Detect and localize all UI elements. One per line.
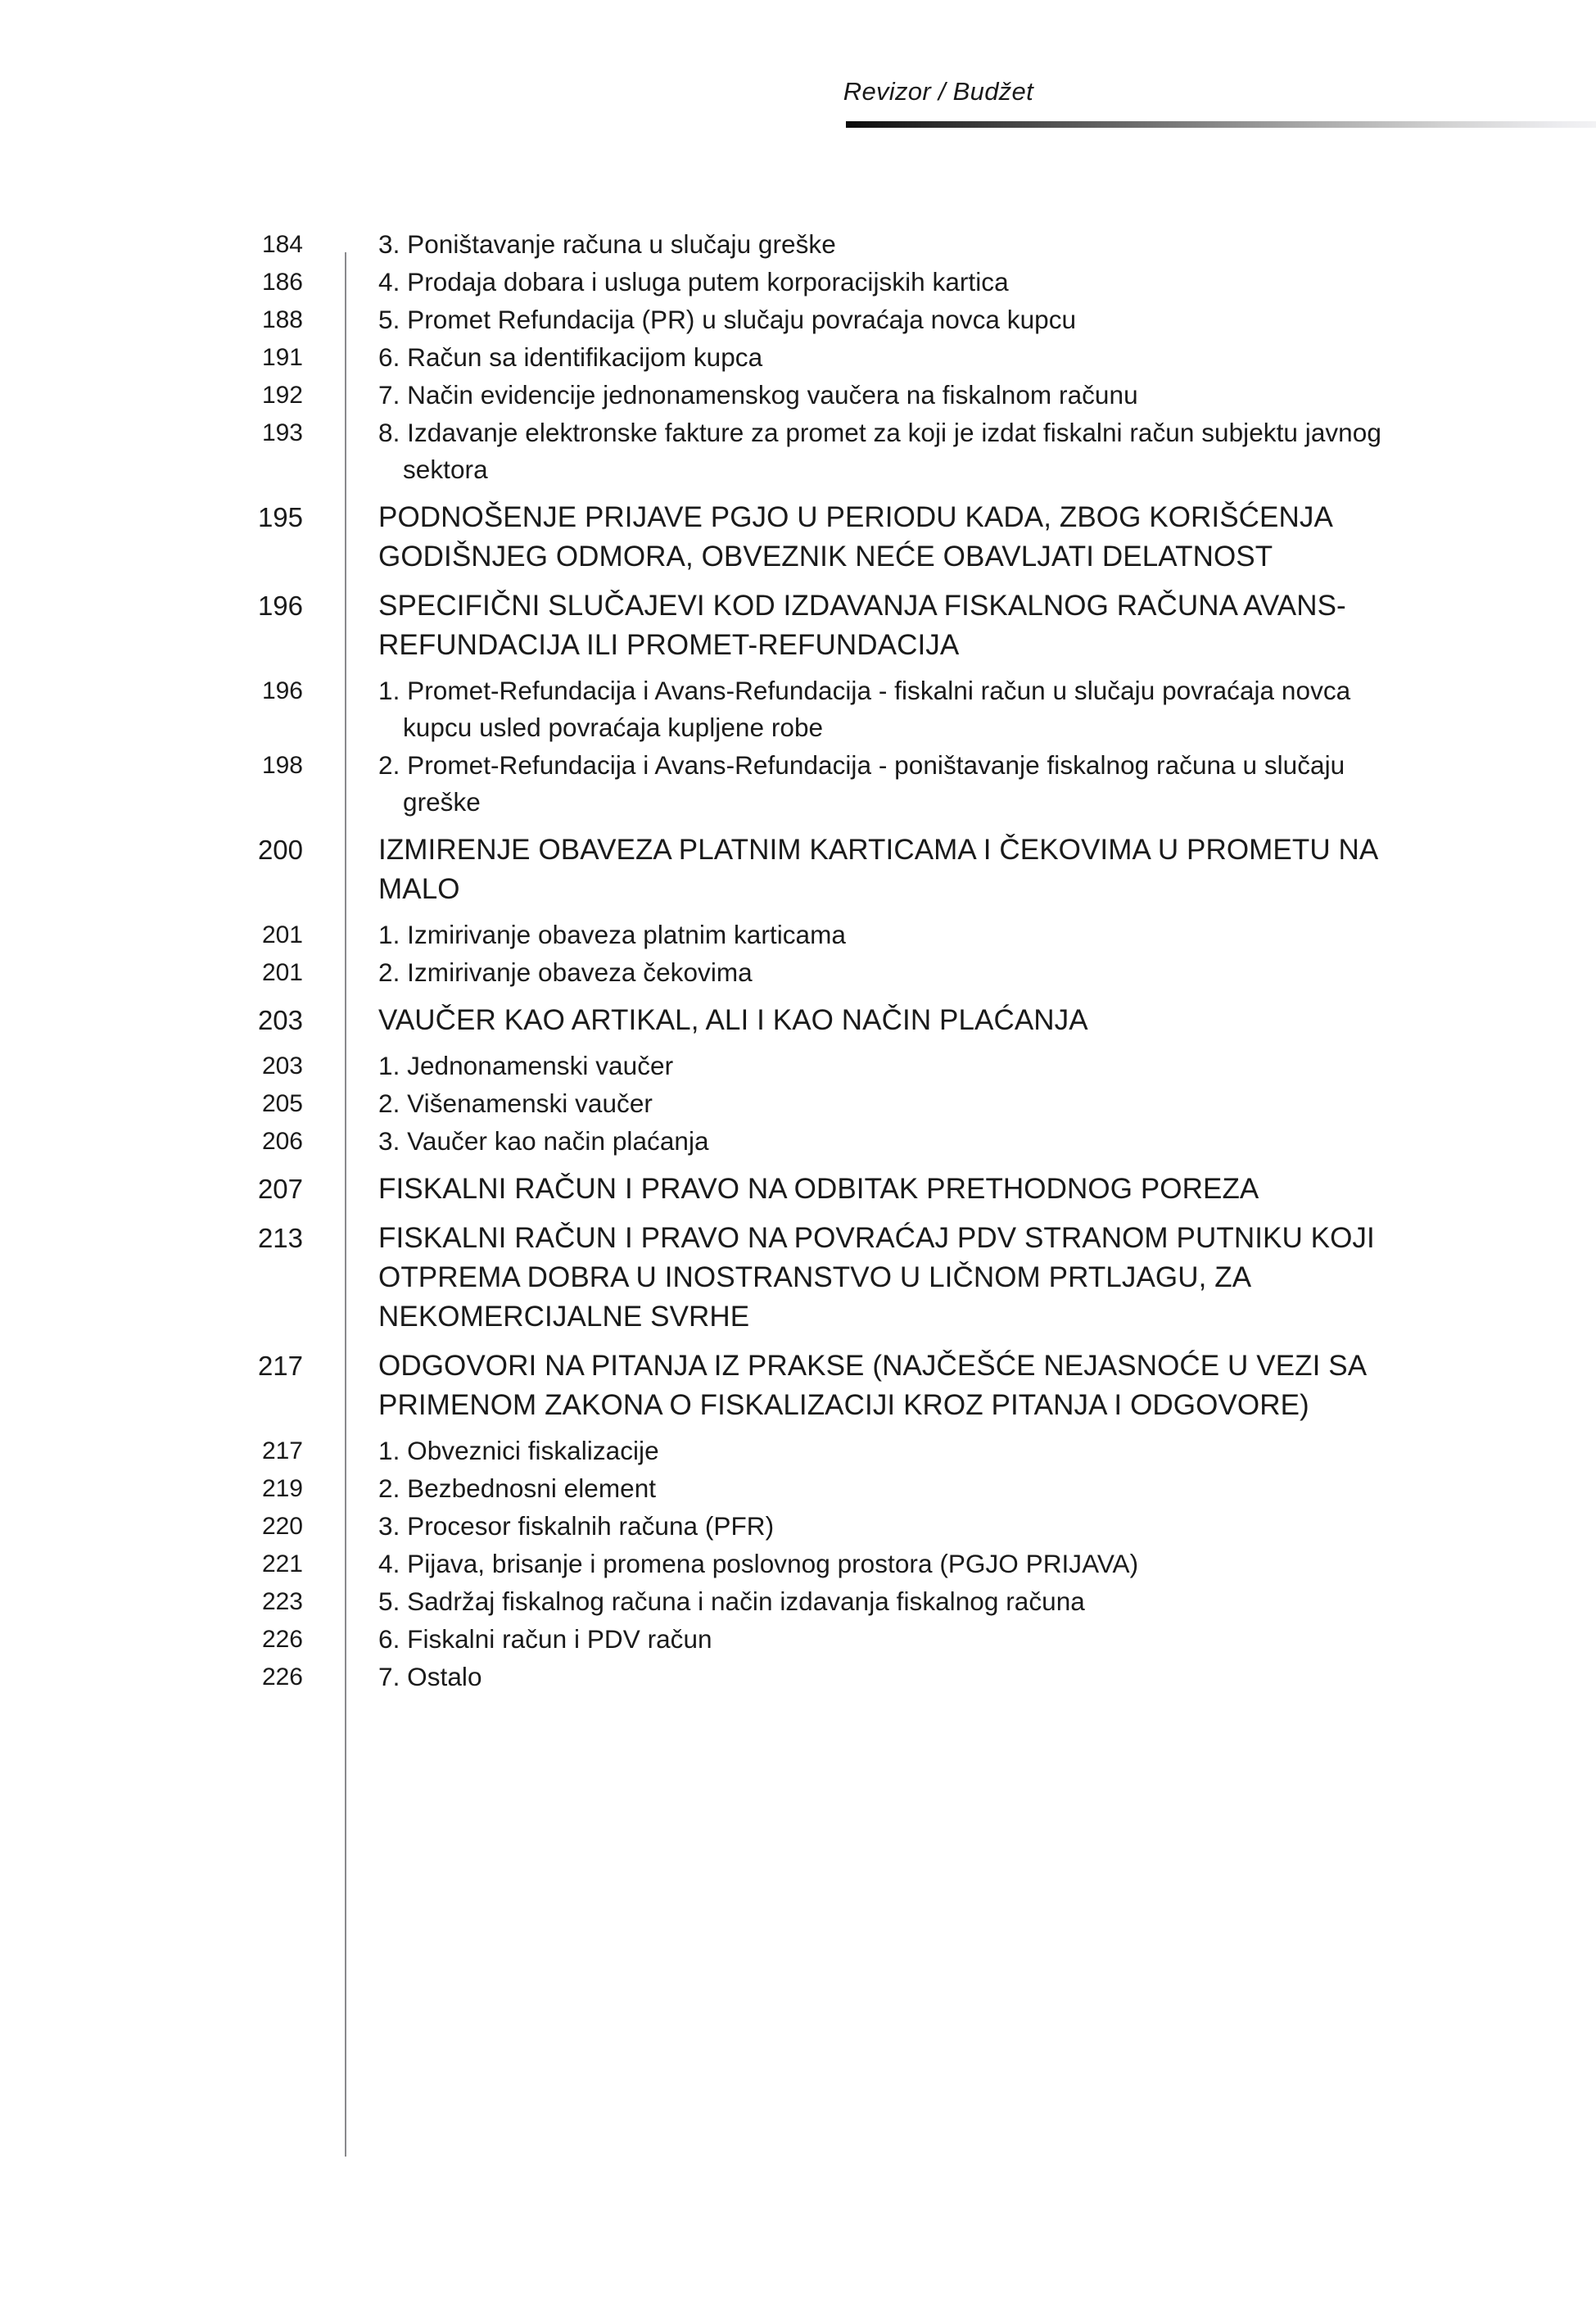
- toc-section-title[interactable]: FISKALNI RAČUN I PRAVO NA POVRAĆAJ PDV STRANOM PUTNIKU KOJI OTPREMA DOBRA U INOSTRANSTVO U LIČNOM PRTLJAGU, ZA NEKOMERCIJALNE SVRHE: [378, 1222, 1375, 1333]
- toc-section-title[interactable]: SPECIFIČNI SLUČAJEVI KOD IZDAVANJA FISKALNOG RAČUNA AVANS-REFUNDACIJA ILI PROMET-REFUNDACIJA: [378, 590, 1346, 661]
- toc-entry-row[interactable]: [234, 672, 1397, 746]
- toc-page-number: 201: [261, 959, 303, 986]
- toc-page-number: 201: [261, 921, 303, 948]
- toc-section-title[interactable]: PODNOŠENJE PRIJAVE PGJO U PERIODU KADA, ZBOG KORIŠĆENJA GODIŠNJEG ODMORA, OBVEZNIK NEĆE OBAVLJATI DELATNOST: [378, 501, 1332, 573]
- toc-subsection-title[interactable]: 1. Promet-Refundacija i Avans-Refundacija - fiskalni račun u slučaju povraćaja novca kupcu usled povraćaja kupljene robe: [378, 676, 1351, 742]
- toc-entry-row[interactable]: [234, 917, 1397, 953]
- toc-entry-row[interactable]: [234, 377, 1397, 414]
- toc-entry-row[interactable]: [234, 1508, 1397, 1545]
- toc-page-number: 226: [261, 1663, 303, 1691]
- toc-page-number: 198: [261, 752, 303, 779]
- toc-page-number: 203: [257, 1005, 303, 1035]
- toc-page-number: 192: [261, 382, 303, 409]
- toc-page-number: 184: [261, 231, 303, 258]
- toc-entry-row[interactable]: [234, 301, 1397, 338]
- toc-entry-row[interactable]: [234, 1659, 1397, 1695]
- toc-subsection-title[interactable]: 2. Višenamenski vaučer: [378, 1089, 653, 1118]
- toc-page-number: 205: [261, 1090, 303, 1117]
- toc-page-number: 226: [261, 1626, 303, 1653]
- toc-subsection-title[interactable]: 2. Izmirivanje obaveza čekovima: [378, 957, 753, 987]
- toc-entry-row[interactable]: [234, 414, 1397, 488]
- toc-entry-row[interactable]: [234, 1170, 1397, 1209]
- toc-page-number: 217: [261, 1437, 303, 1464]
- toc-entry-row[interactable]: [234, 1219, 1397, 1337]
- toc-entry-row[interactable]: [234, 1347, 1397, 1425]
- toc-subsection-title[interactable]: 1. Izmirivanje obaveza platnim karticama: [378, 920, 846, 949]
- toc-page-number: 223: [261, 1588, 303, 1615]
- toc-subsection-title[interactable]: 4. Pijava, brisanje i promena poslovnog prostora (PGJO PRIJAVA): [378, 1549, 1139, 1578]
- running-header-title: Revizor / Budžet: [843, 77, 1033, 106]
- toc-subsection-title[interactable]: 6. Račun sa identifikacijom kupca: [378, 342, 763, 372]
- toc-page-number: 196: [261, 677, 303, 704]
- toc-entry-row[interactable]: [234, 1470, 1397, 1507]
- toc-subsection-title[interactable]: 4. Prodaja dobara i usluga putem korporacijskih kartica: [378, 267, 1009, 296]
- toc-entry-row[interactable]: [234, 339, 1397, 376]
- toc-subsection-title[interactable]: 2. Promet-Refundacija i Avans-Refundacija - poništavanje fiskalnog računa u slučaju greške: [378, 750, 1345, 817]
- toc-subsection-title[interactable]: 3. Procesor fiskalnih računa (PFR): [378, 1511, 775, 1541]
- toc-page-number: 195: [257, 502, 303, 532]
- toc-page-number: 219: [261, 1475, 303, 1502]
- table-of-contents: [234, 226, 1397, 1696]
- toc-subsection-title[interactable]: 8. Izdavanje elektronske fakture za promet za koji je izdat fiskalni račun subjektu javnog sektora: [378, 418, 1381, 484]
- toc-entry-row[interactable]: [234, 1433, 1397, 1469]
- toc-entry-row[interactable]: [234, 498, 1397, 577]
- toc-page-number: 200: [257, 835, 303, 865]
- toc-subsection-title[interactable]: 1. Obveznici fiskalizacije: [378, 1436, 659, 1465]
- toc-subsection-title[interactable]: 2. Bezbednosni element: [378, 1473, 657, 1503]
- toc-subsection-title[interactable]: 3. Vaučer kao način plaćanja: [378, 1126, 709, 1156]
- toc-entry-row[interactable]: [234, 1583, 1397, 1620]
- toc-subsection-title[interactable]: 7. Ostalo: [378, 1662, 482, 1691]
- toc-page-number: 217: [257, 1351, 303, 1381]
- toc-entry-row[interactable]: [234, 747, 1397, 821]
- toc-entry-row[interactable]: [234, 226, 1397, 263]
- toc-entry-row[interactable]: [234, 1621, 1397, 1658]
- toc-entry-row[interactable]: [234, 954, 1397, 991]
- toc-page-number: 188: [261, 306, 303, 333]
- toc-entry-row[interactable]: [234, 831, 1397, 909]
- toc-entry-row[interactable]: [234, 1546, 1397, 1582]
- toc-section-title[interactable]: IZMIRENJE OBAVEZA PLATNIM KARTICAMA I ČEKOVIMA U PROMETU NA MALO: [378, 834, 1377, 905]
- toc-page-number: 196: [257, 591, 303, 621]
- header-gradient-rule: [846, 121, 1596, 128]
- toc-entry-row[interactable]: [234, 1123, 1397, 1160]
- toc-section-title[interactable]: FISKALNI RAČUN I PRAVO NA ODBITAK PRETHODNOG POREZA: [378, 1173, 1259, 1205]
- toc-page-number: 206: [261, 1128, 303, 1155]
- toc-page-number: 221: [261, 1550, 303, 1577]
- toc-subsection-title[interactable]: 5. Sadržaj fiskalnog računa i način izdavanja fiskalnog računa: [378, 1586, 1085, 1616]
- toc-subsection-title[interactable]: 5. Promet Refundacija (PR) u slučaju povraćaja novca kupcu: [378, 305, 1077, 334]
- toc-subsection-title[interactable]: 7. Način evidencije jednonamenskog vaučera na fiskalnom računu: [378, 380, 1138, 410]
- toc-section-title[interactable]: VAUČER KAO ARTIKAL, ALI I KAO NAČIN PLAĆANJA: [378, 1004, 1088, 1036]
- toc-page-number: 203: [261, 1052, 303, 1080]
- toc-subsection-title[interactable]: 6. Fiskalni račun i PDV račun: [378, 1624, 712, 1654]
- toc-page-number: 186: [261, 269, 303, 296]
- toc-entry-row[interactable]: [234, 1001, 1397, 1040]
- toc-page-number: 213: [257, 1223, 303, 1253]
- toc-subsection-title[interactable]: 3. Poništavanje računa u slučaju greške: [378, 229, 836, 259]
- toc-page-number: 191: [261, 344, 303, 371]
- toc-entry-row[interactable]: [234, 1085, 1397, 1122]
- toc-section-title[interactable]: ODGOVORI NA PITANJA IZ PRAKSE (NAJČEŠĆE NEJASNOĆE U VEZI SA PRIMENOM ZAKONA O FISKALIZACIJI KROZ PITANJA I ODGOVORE): [378, 1350, 1366, 1421]
- toc-entry-row[interactable]: [234, 264, 1397, 301]
- toc-entry-row[interactable]: [234, 586, 1397, 665]
- toc-subsection-title[interactable]: 1. Jednonamenski vaučer: [378, 1051, 674, 1080]
- toc-page-number: 193: [261, 419, 303, 446]
- toc-page-number: 207: [257, 1174, 303, 1204]
- toc-entry-row[interactable]: [234, 1048, 1397, 1084]
- toc-page-number: 220: [261, 1513, 303, 1540]
